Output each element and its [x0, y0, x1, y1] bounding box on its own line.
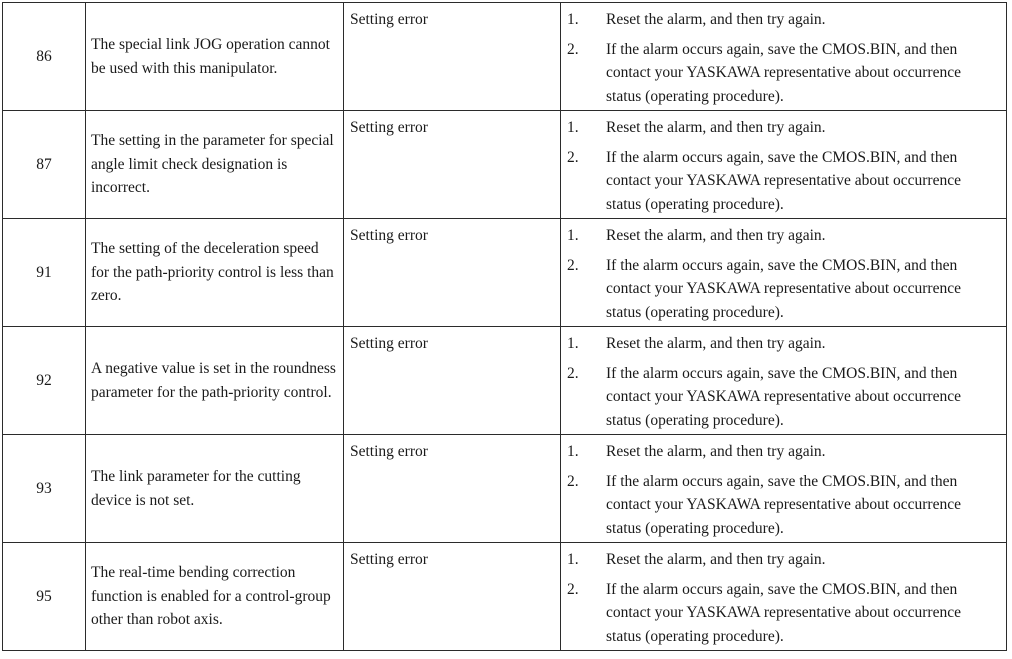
alarm-type: Setting error	[344, 543, 561, 651]
table-row	[3, 111, 1007, 219]
alarm-remedy	[561, 3, 1007, 111]
step-number: 2.	[567, 472, 579, 490]
alarm-remedy	[561, 435, 1007, 543]
alarm-code: 95	[3, 543, 86, 651]
alarm-type: Setting error	[344, 327, 561, 435]
step-number: 1.	[567, 551, 579, 568]
table-row	[3, 3, 1007, 111]
table-row	[3, 327, 1007, 435]
step-text: If the alarm occurs again, save the CMOS.BIN, and then contact your YASKAWA representative about occurrence status (operating procedure).	[606, 40, 961, 105]
alarm-remedy	[561, 543, 1007, 651]
step-number: 1.	[567, 119, 579, 136]
alarm-message: The link parameter for the cutting device is not set.	[86, 435, 344, 543]
step-text: Reset the alarm, and then try again.	[606, 227, 826, 244]
step-text: Reset the alarm, and then try again.	[606, 119, 826, 136]
step-number: 2.	[567, 580, 579, 598]
alarm-message: The setting of the deceleration speed for the path-priority control is less than zero.	[86, 219, 344, 327]
step-text: Reset the alarm, and then try again.	[606, 335, 826, 352]
alarm-message: The real-time bending correction function is enabled for a control-group other than robot axis.	[86, 543, 344, 651]
alarm-code: 87	[3, 111, 86, 219]
remedy-step	[567, 548, 996, 572]
step-text: Reset the alarm, and then try again.	[606, 551, 826, 568]
step-text: If the alarm occurs again, save the CMOS.BIN, and then contact your YASKAWA representative about occurrence status (operating procedure).	[606, 580, 961, 645]
table-row	[3, 435, 1007, 543]
step-text: If the alarm occurs again, save the CMOS.BIN, and then contact your YASKAWA representative about occurrence status (operating procedure).	[606, 148, 961, 213]
alarm-code: 86	[3, 3, 86, 111]
remedy-step	[567, 440, 996, 464]
step-number: 2.	[567, 148, 579, 166]
remedy-step	[567, 254, 996, 325]
alarm-remedy	[561, 111, 1007, 219]
remedy-step	[567, 578, 996, 649]
step-number: 1.	[567, 443, 579, 460]
step-number: 1.	[567, 335, 579, 352]
alarm-message: The special link JOG operation cannot be used with this manipulator.	[86, 3, 344, 111]
step-number: 1.	[567, 227, 579, 244]
alarm-table	[2, 2, 1007, 651]
alarm-type: Setting error	[344, 435, 561, 543]
remedy-step	[567, 224, 996, 248]
alarm-message: The setting in the parameter for special angle limit check designation is incorrect.	[86, 111, 344, 219]
step-number: 2.	[567, 40, 579, 58]
remedy-step	[567, 8, 996, 32]
remedy-step	[567, 332, 996, 356]
alarm-type: Setting error	[344, 3, 561, 111]
alarm-table-body	[3, 3, 1007, 651]
remedy-step	[567, 116, 996, 140]
alarm-code: 92	[3, 327, 86, 435]
alarm-code: 93	[3, 435, 86, 543]
alarm-remedy	[561, 327, 1007, 435]
step-number: 2.	[567, 364, 579, 382]
alarm-remedy	[561, 219, 1007, 327]
alarm-type: Setting error	[344, 219, 561, 327]
table-row	[3, 543, 1007, 651]
alarm-code: 91	[3, 219, 86, 327]
step-text: If the alarm occurs again, save the CMOS.BIN, and then contact your YASKAWA representative about occurrence status (operating procedure).	[606, 472, 961, 537]
step-number: 1.	[567, 11, 579, 28]
step-number: 2.	[567, 256, 579, 274]
remedy-step	[567, 362, 996, 433]
remedy-step	[567, 38, 996, 109]
remedy-step	[567, 470, 996, 541]
step-text: If the alarm occurs again, save the CMOS.BIN, and then contact your YASKAWA representative about occurrence status (operating procedure).	[606, 256, 961, 321]
alarm-message: A negative value is set in the roundness parameter for the path-priority control.	[86, 327, 344, 435]
step-text: Reset the alarm, and then try again.	[606, 11, 826, 28]
table-row	[3, 219, 1007, 327]
alarm-type: Setting error	[344, 111, 561, 219]
step-text: If the alarm occurs again, save the CMOS.BIN, and then contact your YASKAWA representative about occurrence status (operating procedure).	[606, 364, 961, 429]
step-text: Reset the alarm, and then try again.	[606, 443, 826, 460]
remedy-step	[567, 146, 996, 217]
